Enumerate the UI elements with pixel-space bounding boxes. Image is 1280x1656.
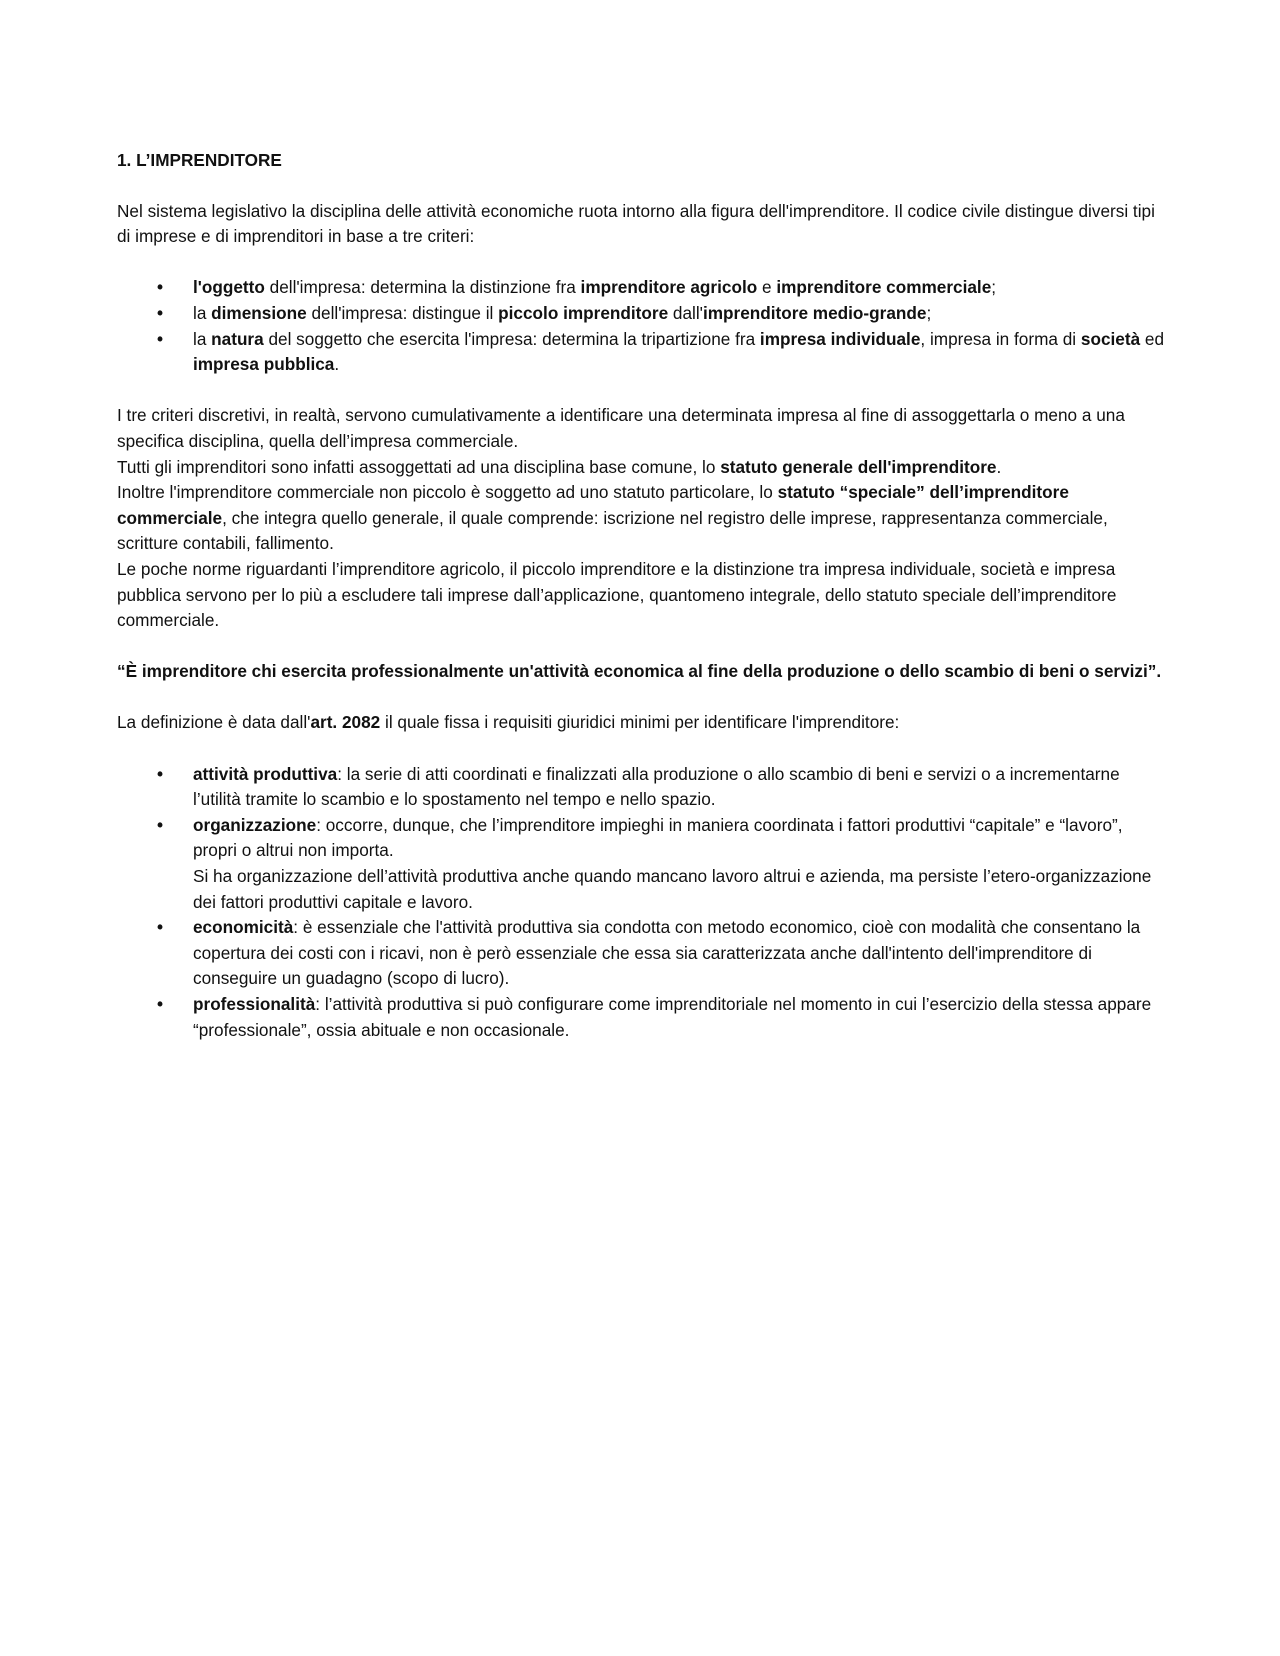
list-item: • attività produttiva: la serie di atti coordinati e finalizzati alla produzione o allo scambio di beni e servizi o a incrementarne l’utilità tramite lo scambio e lo spostamento nel tempo e nello spazio.	[157, 763, 1120, 810]
list-item: • l'oggetto dell'impresa: determina la distinzione fra imprenditore agricolo e imprenditore commerciale;	[117, 275, 1167, 301]
body-paragraph: I tre criteri discretivi, in realtà, servono cumulativamente a identificare una determinata impresa al fine di assoggettarla o meno a una specifica disciplina, quella dell’impresa commerciale.	[117, 405, 1125, 451]
requirements-list	[117, 762, 1167, 1044]
list-item: • la natura del soggetto che esercita l'impresa: determina la tripartizione fra impresa individuale, impresa in forma di società ed impresa pubblica.	[157, 328, 1165, 375]
list-item: • organizzazione: occorre, dunque, che l’imprenditore impieghi in maniera coordinata i fattori produttivi “capitale” e “lavoro”, propri o altrui non importa. Si ha organizzazione dell’attività produttiva anche quando mancano lavoro altrui e azienda, ma persiste l’etero-organizzazione dei fattori produttivi capitale e lavoro.	[157, 814, 1152, 912]
section-title: 1. L’IMPRENDITORE	[117, 150, 282, 170]
bullet-icon: •	[157, 328, 164, 349]
body-paragraph: Tutti gli imprenditori sono infatti assoggettati ad una disciplina base comune, lo statuto generale dell'imprenditore.	[117, 456, 1002, 477]
list-item: • economicità: è essenziale che l'attività produttiva sia condotta con metodo economico, cioè con modalità che consentano la copertura dei costi con i ricavi, non è però essenziale che essa sia caratterizzata anche dall'intento dell'imprenditore di conseguire un guadagno (scopo di lucro).	[157, 917, 1141, 989]
body-paragraph: Inoltre l'imprenditore commerciale non piccolo è soggetto ad uno statuto particolare, lo statuto “speciale” dell’imprenditore commerciale, che integra quello generale, il quale comprende: iscrizione nel registro delle imprese, rappresentanza commerciale, scritture contabili, fallimento.	[117, 482, 1108, 554]
body-paragraph: Le poche norme riguardanti l’imprenditore agricolo, il piccolo imprenditore e la distinzione tra impresa individuale, società e impresa pubblica servono per lo più a escludere tali imprese dall’applicazione, quantomeno integrale, dello statuto speciale dell’imprenditore commerciale.	[117, 558, 1117, 631]
list-item: • la dimensione dell'impresa: distingue il piccolo imprenditore dall'imprenditore medio-grande;	[117, 301, 1167, 327]
definition-quote: “È imprenditore chi esercita professionalmente un'attività economica al fine della produzione o dello scambio di beni o servizi”.	[117, 661, 1162, 682]
bullet-icon: •	[157, 917, 164, 938]
bullet-icon: •	[157, 277, 164, 298]
bullet-icon: •	[157, 814, 164, 835]
document-page	[117, 148, 1167, 1043]
criteria-list	[117, 275, 1167, 377]
intro-paragraph: Nel sistema legislativo la disciplina delle attività economiche ruota intorno alla figura dell'imprenditore. Il codice civile distingue diversi tipi di imprese e di imprenditori in base a tre criteri:	[117, 200, 1155, 247]
bullet-icon: •	[157, 302, 164, 323]
list-item: • professionalità: l’attività produttiva si può configurare come imprenditoriale nel momento in cui l’esercizio della stessa appare “professionale”, ossia abituale e non occasionale.	[157, 994, 1152, 1040]
article-paragraph: La definizione è data dall'art. 2082 il quale fissa i requisiti giuridici minimi per identificare l'imprenditore:	[117, 712, 900, 733]
bullet-icon: •	[157, 994, 164, 1014]
bullet-icon: •	[157, 763, 164, 784]
